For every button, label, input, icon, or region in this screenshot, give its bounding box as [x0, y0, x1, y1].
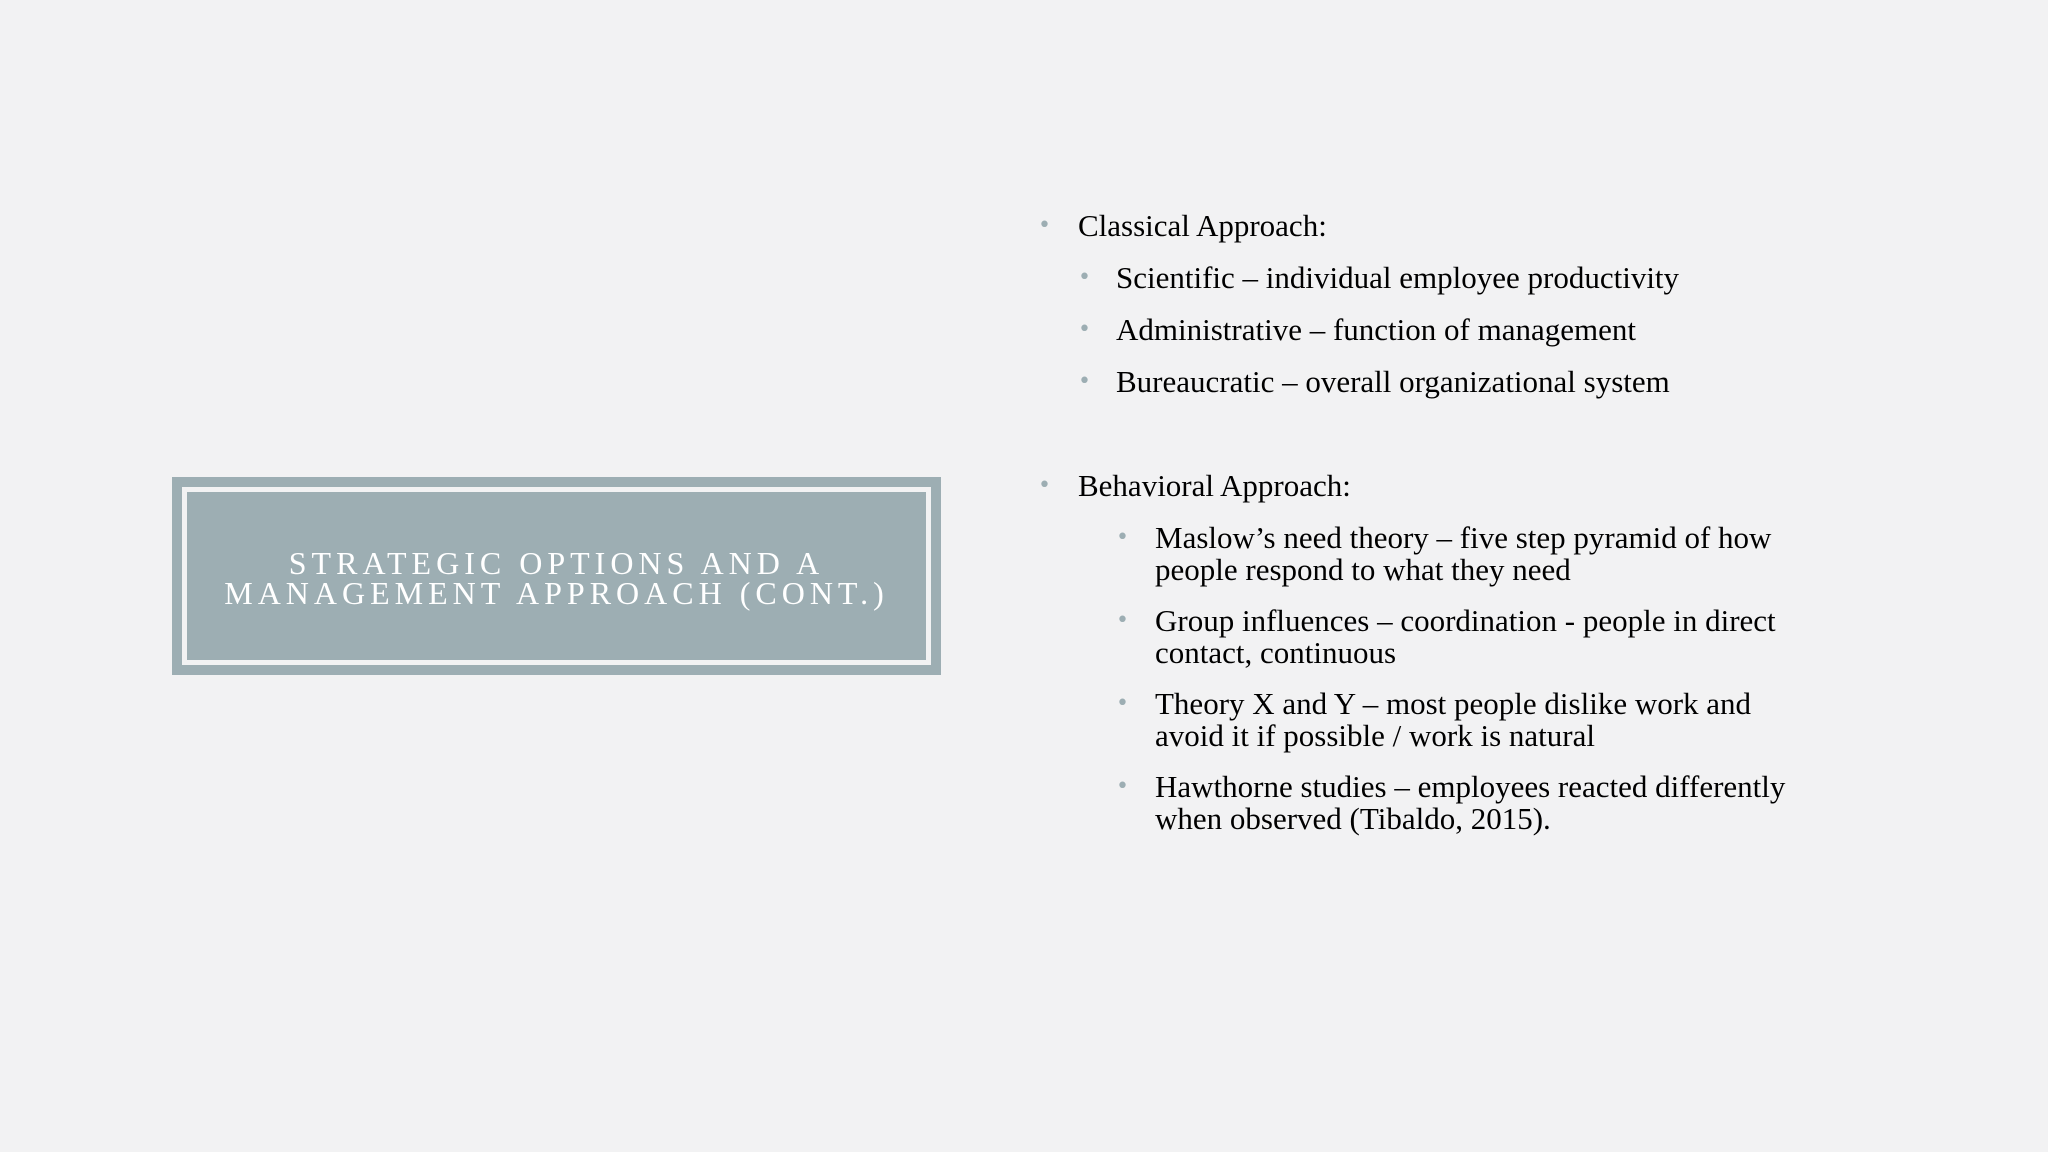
behavioral-item-line: Maslow’s need theory – five step pyramid of how	[1155, 520, 1772, 555]
slide-title-line-1: STRATEGIC OPTIONS AND A	[288, 545, 825, 581]
behavioral-item	[1155, 605, 1776, 669]
behavioral-heading: Behavioral Approach:	[1078, 468, 1351, 503]
behavioral-item	[1155, 771, 1785, 835]
behavioral-item-line: avoid it if possible / work is natural	[1155, 718, 1595, 753]
title-box-inner-border	[182, 487, 931, 665]
behavioral-item-line: contact, continuous	[1155, 635, 1397, 670]
bullet-dot-icon: •	[1116, 525, 1129, 550]
behavioral-item-line: Theory X and Y – most people dislike work and	[1155, 686, 1752, 721]
behavioral-item-line: Group influences – coordination - people in direct	[1155, 603, 1776, 638]
classical-item: Scientific – individual employee productivity	[1116, 260, 1680, 295]
bullet-dot-icon: •	[1116, 608, 1129, 633]
bullet-dot-icon: •	[1078, 265, 1091, 290]
behavioral-item	[1155, 522, 1771, 586]
behavioral-item-line: Hawthorne studies – employees reacted differently	[1155, 769, 1786, 804]
bullet-dot-icon: •	[1078, 317, 1091, 342]
classical-heading: Classical Approach:	[1078, 208, 1327, 243]
behavioral-item-line: people respond to what they need	[1155, 552, 1571, 587]
bullet-dot-icon: •	[1116, 774, 1129, 799]
slide-title-line-2: MANAGEMENT APPROACH (CONT.)	[224, 575, 889, 611]
classical-item: Administrative – function of management	[1116, 312, 1636, 347]
bullet-dot-icon: •	[1116, 691, 1129, 716]
bullet-dot-icon: •	[1038, 213, 1051, 238]
slide-title	[224, 545, 889, 611]
behavioral-item	[1155, 688, 1751, 752]
bullet-dot-icon: •	[1038, 473, 1051, 498]
behavioral-item-line: when observed (Tibaldo, 2015).	[1155, 801, 1551, 836]
bullet-dot-icon: •	[1078, 369, 1091, 394]
classical-item: Bureaucratic – overall organizational system	[1116, 364, 1670, 399]
title-box	[172, 477, 941, 675]
